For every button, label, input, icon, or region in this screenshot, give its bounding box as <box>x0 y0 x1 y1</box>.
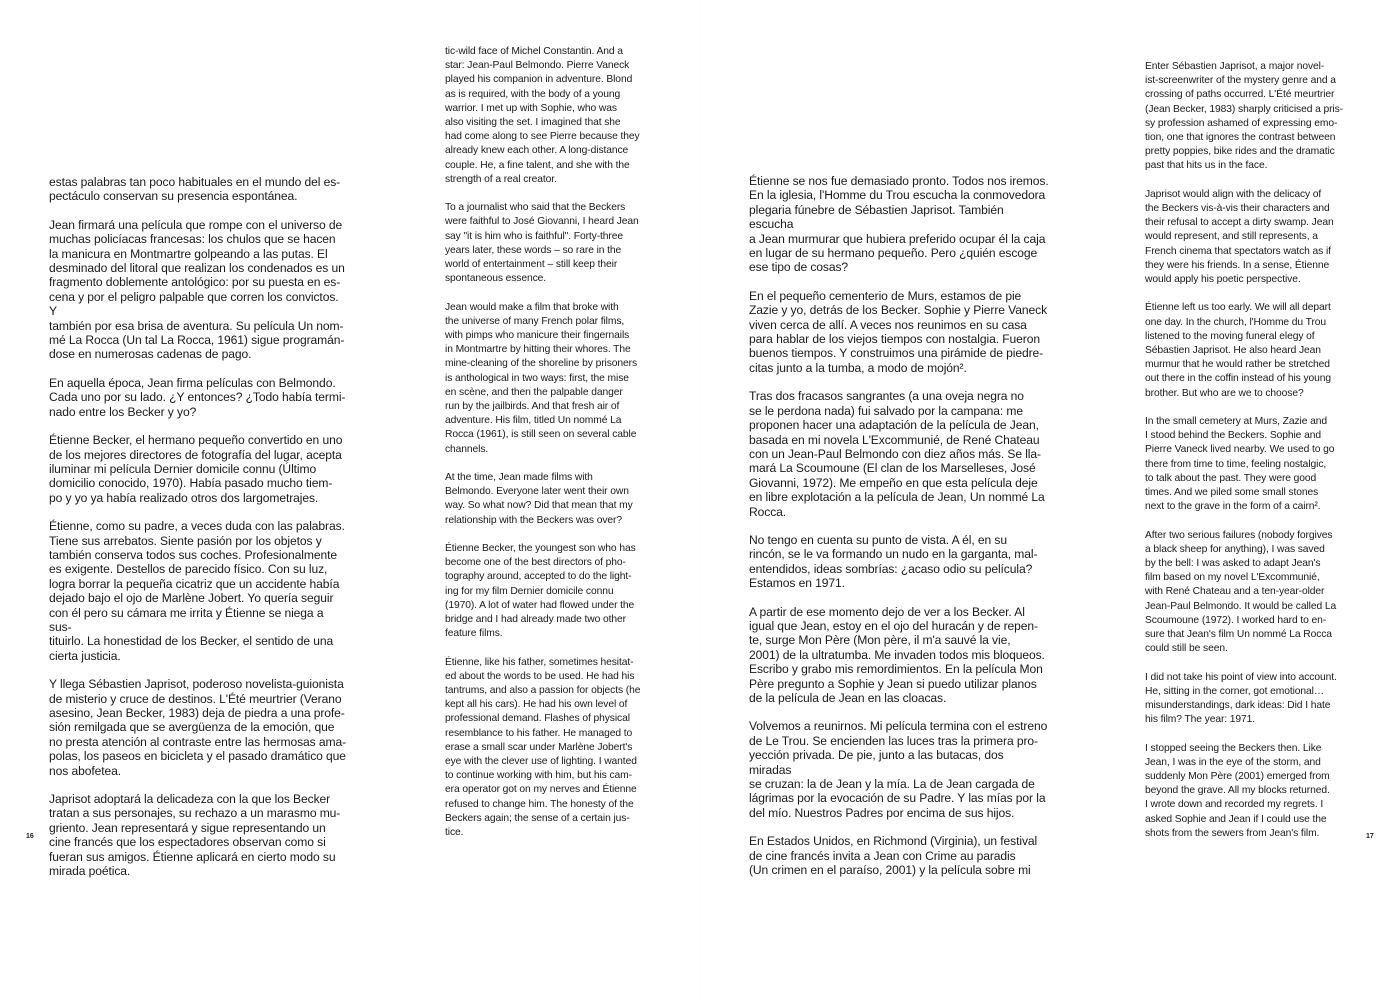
paragraph: To a journalist who said that the Beckers were faithful to José Giovanni, I heard Jean say "it is him who is faithful". Forty-three years later, these words – so rare in the world of entertainment – still keep their spontaneous essence. <box>445 202 639 285</box>
paragraph: Jean would make a film that broke with the universe of many French polar films, with pimps who manicure their fingernails in Montmartre by hitting their whores. The mine-cleaning of the shoreline by prisoners is anthological in two ways: first, the mise en scène, and then the palpable danger run by the jailbirds. And that fresh air of adventure. His film, titled Un nommé La Rocca (1961), is still seen on several cable channels. <box>445 301 638 455</box>
paragraph: Étienne Becker, the youngest son who has become one of the best directors of pho- tography around, accepted to do the light- ing for my film Dernier domicile connu (1970). A lot of water had flowed under the bridge and I had already made two other feature films. <box>445 543 636 640</box>
paragraph: Étienne Becker, el hermano pequeño convertido en uno de los mejores directores de fotografía del lugar, acepta iluminar mi película Dernier domicile connu (Último domicilio conocido, 1970). Había pasado mucho tiem- po y yo ya había realizado otros dos largometrajes. <box>49 433 343 505</box>
paragraph: Enter Sébastien Japrisot, a major novel- ist-screenwriter of the mystery genre and a crossing of paths occurred. L'Été meurtrier (Jean Becker, 1983) sharply criticised a pris- sy profession ashamed of expressing emo- tion, one that ignores the contrast between pretty poppies, bike rides and the dramatic past that hits us in the face. <box>1145 61 1343 172</box>
paragraph: I stopped seeing the Beckers then. Like Jean, I was in the eye of the storm, and suddenly Mon Père (2001) emerged from beyond the grave. All my blocks returned. I wrote down and recorded my regrets. I asked Sophie and Jean if I could use the shots from the sewers from Jean's film. <box>1145 742 1330 839</box>
paragraph: Japrisot would align with the delicacy of the Beckers vis-à-vis their characters and their refusal to accept a dirty swamp. Jean would represent, and still represents, a French cinema that spectators watch as if they were his friends. In a sense, Étienne would apply his poetic perspective. <box>1145 188 1334 286</box>
paragraph: En Estados Unidos, en Richmond (Virginia), un festival de cine francés invita a Jean con Crime au paradis (Un crimen en el paraíso, 2001) y la película sobre mi <box>749 834 1038 878</box>
paragraph: At the time, Jean made films with Belmondo. Everyone later went their own way. So what now? Did that mean that my relationship with the Beckers was over? <box>445 472 633 526</box>
paragraph: Étienne, like his father, sometimes hesitat- ed about the words to be used. He had his tantrums, and also a passion for objects (he kept all his cars). He had his own level of professional demand. Flashes of physical resemblance to his father. He managed to erase a small scar under Marlène Jobert's eye with the clever use of lighting. I wanted to continue working with him, but his cam- era operator got on my nerves and Étienne refused to change him. The honesty of the Beckers again; the sense of a certain jus- tice. <box>445 656 641 839</box>
left-page-english-column <box>445 45 653 840</box>
paragraph: Volvemos a reunirnos. Mi película termina con el estreno de Le Trou. Se encienden las luces tras la primera pro- yección privada. De pie, junto a las butacas, dos miradas se cruzan: la de Jean y la mía. La de Jean cargada de lágrimas por la evocación de su Padre. Y las mías por la del mío. Nuestros Padres por encima de sus hijos. <box>749 719 1048 820</box>
paragraph: tic-wild face of Michel Constantin. And a star: Jean-Paul Belmondo. Pierre Vaneck played his companion in adventure. Blond as is required, with the body of a young warrior. I met up with Sophie, who was also visiting the set. I imagined that she had come along to see Pierre because they already knew each other. A long-distance couple. He, a fine talent, and she with the strength of a real creator. <box>445 46 640 185</box>
paragraph: Y llega Sébastien Japrisot, poderoso novelista-guionista de misterio y cruce de destinos. L'Été meurtrier (Verano asesino, Jean Becker, 1983) deja de piedra a una profe- sión remilgada que se avergüenza de la emoción, que no presta atención al contraste entre las hermosas ama- polas, los paseos en bicicleta y el pasado dramático que nos abofetea. <box>49 677 347 778</box>
left-page-spanish-column <box>49 175 349 878</box>
page-number-right: 17 <box>1366 833 1374 840</box>
right-page-spanish-column <box>749 174 1049 877</box>
right-page-english-column <box>1145 60 1353 841</box>
paragraph: estas palabras tan poco habituales en el mundo del es- pectáculo conservan su presencia espontánea. <box>49 175 341 204</box>
paragraph: Tras dos fracasos sangrantes (a una oveja negra no se le perdona nada) fui salvado por la campana: me proponen hacer una adaptación de la película de Jean, basada en mi novela L'Excommunié, de René Chateau con un Jean-Paul Belmondo con diez años más. Se lla- mará La Scoumoune (El clan de los Marselleses, José Giovanni, 1972). Me empeño en que esta película deje en libre explotación a la película de Jean, Un nommé La Rocca. <box>749 389 1045 519</box>
paragraph: Japrisot adoptará la delicadeza con la que los Becker tratan a sus personajes, su rechazo a un marasmo mu- griento. Jean representará y sigue representando un cine francés que los espectadores observan como si fueran sus amigos. Étienne aplicará en cierto modo su mirada poética. <box>49 792 341 879</box>
paragraph: Jean firmará una película que rompe con el universo de muchas policíacas francesas: los chulos que se hacen la manicura en Montmartre golpeando a las putas. El desminado del litoral que realizan los condenados es un fragmento doblemente antológico: por su puesta en es- cena y por el peligro palpable que corren los convictos. Y también por esa brisa de aventura. Su película Un nom- mé La Rocca (Un tal La Rocca, 1961) sigue programán- dose en numerosas cadenas de pago. <box>49 217 345 362</box>
paragraph: En aquella época, Jean firma películas con Belmondo. Cada uno por su lado. ¿Y entonces? ¿Todo había termi- nado entre los Becker y yo? <box>49 375 346 419</box>
paragraph: Étienne left us too early. We will all depart one day. In the church, l'Homme du Trou listened to the moving funeral elegy of Sébastien Japrisot. He also heard Jean murmur that he would rather be stretched out there in the coffin instead of his young brother. But who are we to choose? <box>1145 302 1332 399</box>
paragraph: No tengo en cuenta su punto de vista. A él, en su rincón, se le va formando un nudo en la garganta, mal- entendidos, ideas sombrías: ¿acaso odio su película? Estamos en 1971. <box>749 532 1038 591</box>
paragraph: I did not take his point of view into account. He, sitting in the corner, got emotional… misunderstandings, dark ideas: Did I hate his film? The year: 1971. <box>1145 671 1337 726</box>
paragraph: Étienne, como su padre, a veces duda con las palabras. Tiene sus arrebatos. Siente pasión por los objetos y también conserva todos sus coches. Profesionalmente es exigente. Destellos de parecido físico. Con su luz, logra borrar la pequeña cicatriz que un accidente había dejado bajo el ojo de Marlène Jobert. Yo quería seguir con él pero su cámara me irrita y Étienne se niega a sus- tituirlo. La honestidad de los Becker, el sentido de una cierta justicia. <box>49 519 345 663</box>
paragraph: Étienne se nos fue demasiado pronto. Todos nos iremos. En la iglesia, l'Homme du Trou escucha la conmovedora plegaria fúnebre de Sébastien Japrisot. También escucha a Jean murmurar que hubiera preferido ocupar él la caja en lugar de su hermano pequeño. Pero ¿quién escoge ese tipo de cosas? <box>749 174 1049 275</box>
paragraph: In the small cemetery at Murs, Zazie and I stood behind the Beckers. Sophie and Pierre Vaneck lived nearby. We used to go there from time to time, feeling nostalgic, to talk about the past. They were good times. And we piled some small stones next to the grave in the form of a cairn². <box>1145 416 1335 513</box>
paragraph: A partir de ese momento dejo de ver a los Becker. Al igual que Jean, estoy en el ojo del huracán y de repen- te, surge Mon Père (Mon père, il m'a sauvé la vie, 2001) de la ultratumba. Me invaden todos mis bloqueos. Escribo y grabo mis remordimientos. En la película Mon Père pregunto a Sophie y Jean si puedo utilizar planos de la película de Jean en las cloacas. <box>749 604 1045 705</box>
paragraph: After two serious failures (nobody forgives a black sheep for anything), I was saved by the bell: I was asked to adapt Jean's film based on my novel L'Excommunié, with René Chateau and a ten-year-older Jean-Paul Belmondo. It would be called La Scoumoune (1972). I worked hard to en- sure that Jean's film Un nommé La Rocca could still be seen. <box>1145 529 1337 655</box>
paragraph: En el pequeño cementerio de Murs, estamos de pie Zazie y yo, detrás de los Becker. Sophie y Pierre Vaneck viven cerca de allí. A veces nos reunimos en su casa para hablar de los viejos tiempos con nostalgia. Fueron buenos tiempos. Y construimos una pirámide de piedre- citas junto a la tumba, a modo de mojón². <box>749 288 1048 375</box>
page-number-left: 16 <box>26 833 34 840</box>
page-gutter <box>700 0 701 1000</box>
